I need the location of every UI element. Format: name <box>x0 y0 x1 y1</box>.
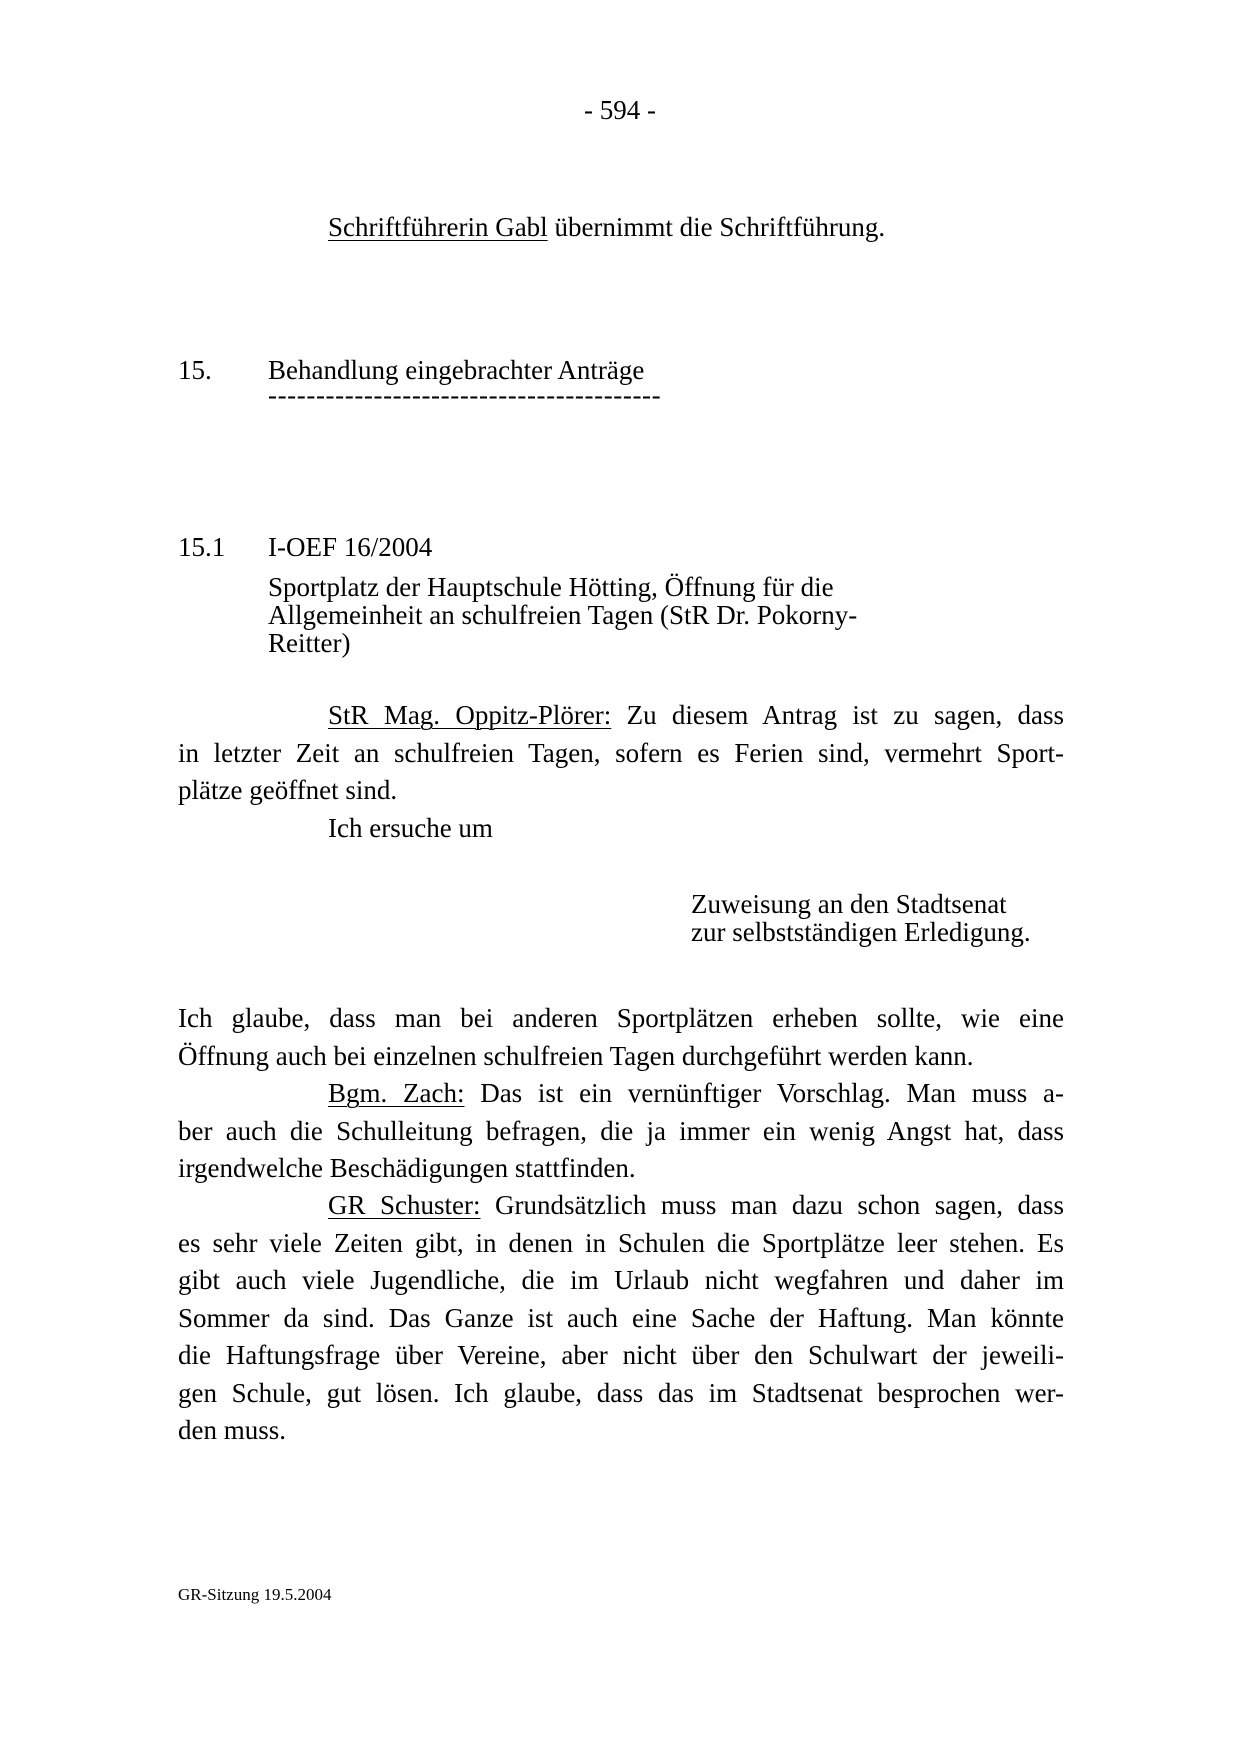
paragraph-line: die Haftungsfrage über Vereine, aber nicht über den Schulwart der jeweili- <box>178 1340 1064 1370</box>
motion-line: zur selbstständigen Erledigung. <box>691 917 1031 947</box>
paragraph-line: ber auch die Schulleitung befragen, die ja immer ein wenig Angst hat, dass <box>178 1115 1064 1146</box>
speaker-zach: Bgm. Zach: <box>328 1078 465 1108</box>
paragraph-line: den muss. <box>178 1415 286 1445</box>
motion-line: Zuweisung an den Stadtsenat <box>691 889 1007 919</box>
speaker-oppitz-ploerer: StR Mag. Oppitz-Plörer: <box>328 700 612 730</box>
item-subject-line: Sportplatz der Hauptschule Hötting, Öffnung für die <box>268 572 834 602</box>
paragraph-line: Öffnung auch bei einzelnen schulfreien Tagen durchgeführt werden kann. <box>178 1040 974 1071</box>
item-number: 15.1 <box>178 532 226 562</box>
paragraph-text: Das ist ein vernünftiger Vorschlag. Man muss a- <box>464 1078 1064 1108</box>
paragraph-line: irgendwelche Beschädigungen stattfinden. <box>178 1153 636 1183</box>
paragraph-line: in letzter Zeit an schulfreien Tagen, sofern es Ferien sind, vermehrt Sport- <box>178 737 1064 768</box>
statement-zach <box>178 1075 1064 1188</box>
motion-block <box>691 890 1031 946</box>
paragraph-line <box>178 697 1064 735</box>
intro-speaker: Schriftführerin Gabl <box>328 212 548 242</box>
paragraph-line: Ich glaube, dass man bei anderen Sportplätzen erheben sollte, wie eine <box>178 1003 1064 1033</box>
item-subject-line: Reitter) <box>268 628 351 658</box>
speaker-schuster: GR Schuster: <box>328 1190 481 1220</box>
statement-continuation <box>178 1000 1064 1075</box>
intro-text: übernimmt die Schriftführung. <box>547 212 886 242</box>
footer-session-date: GR-Sitzung 19.5.2004 <box>178 1585 332 1604</box>
paragraph-line: es sehr viele Zeiten gibt, in denen in Schulen die Sportplätze leer stehen. Es <box>178 1227 1064 1258</box>
paragraph-text: Grundsätzlich muss man dazu schon sagen, dass <box>480 1190 1064 1220</box>
paragraph-line: Ich ersuche um <box>328 812 493 843</box>
paragraph-line: gibt auch viele Jugendliche, die im Urlaub nicht wegfahren und daher im <box>178 1265 1064 1295</box>
item-subject-line: Allgemeinheit an schulfreien Tagen (StR Dr. Pokorny- <box>268 600 858 630</box>
section-number: 15. <box>178 355 212 385</box>
paragraph-line: gen Schule, gut lösen. Ich glaube, dass das im Stadtsenat besprochen wer- <box>178 1377 1064 1408</box>
section-title: Behandlung eingebrachter Anträge <box>268 355 645 385</box>
item-subject <box>268 573 857 657</box>
paragraph-line <box>178 1075 1064 1113</box>
paragraph-text: Zu diesem Antrag ist zu sagen, dass <box>611 700 1064 730</box>
page-number: - 594 - <box>584 95 656 125</box>
intro-line <box>328 209 885 246</box>
section-title-rule: ----------------------------------------- <box>268 380 662 410</box>
item-code: I-OEF 16/2004 <box>268 532 433 562</box>
paragraph-line: Sommer da sind. Das Ganze ist auch eine Sache der Haftung. Man könnte <box>178 1302 1064 1333</box>
statement-oppitz-ploerer <box>178 697 1064 847</box>
paragraph-line <box>178 1187 1064 1225</box>
paragraph-line: plätze geöffnet sind. <box>178 775 398 805</box>
statement-schuster <box>178 1187 1064 1450</box>
